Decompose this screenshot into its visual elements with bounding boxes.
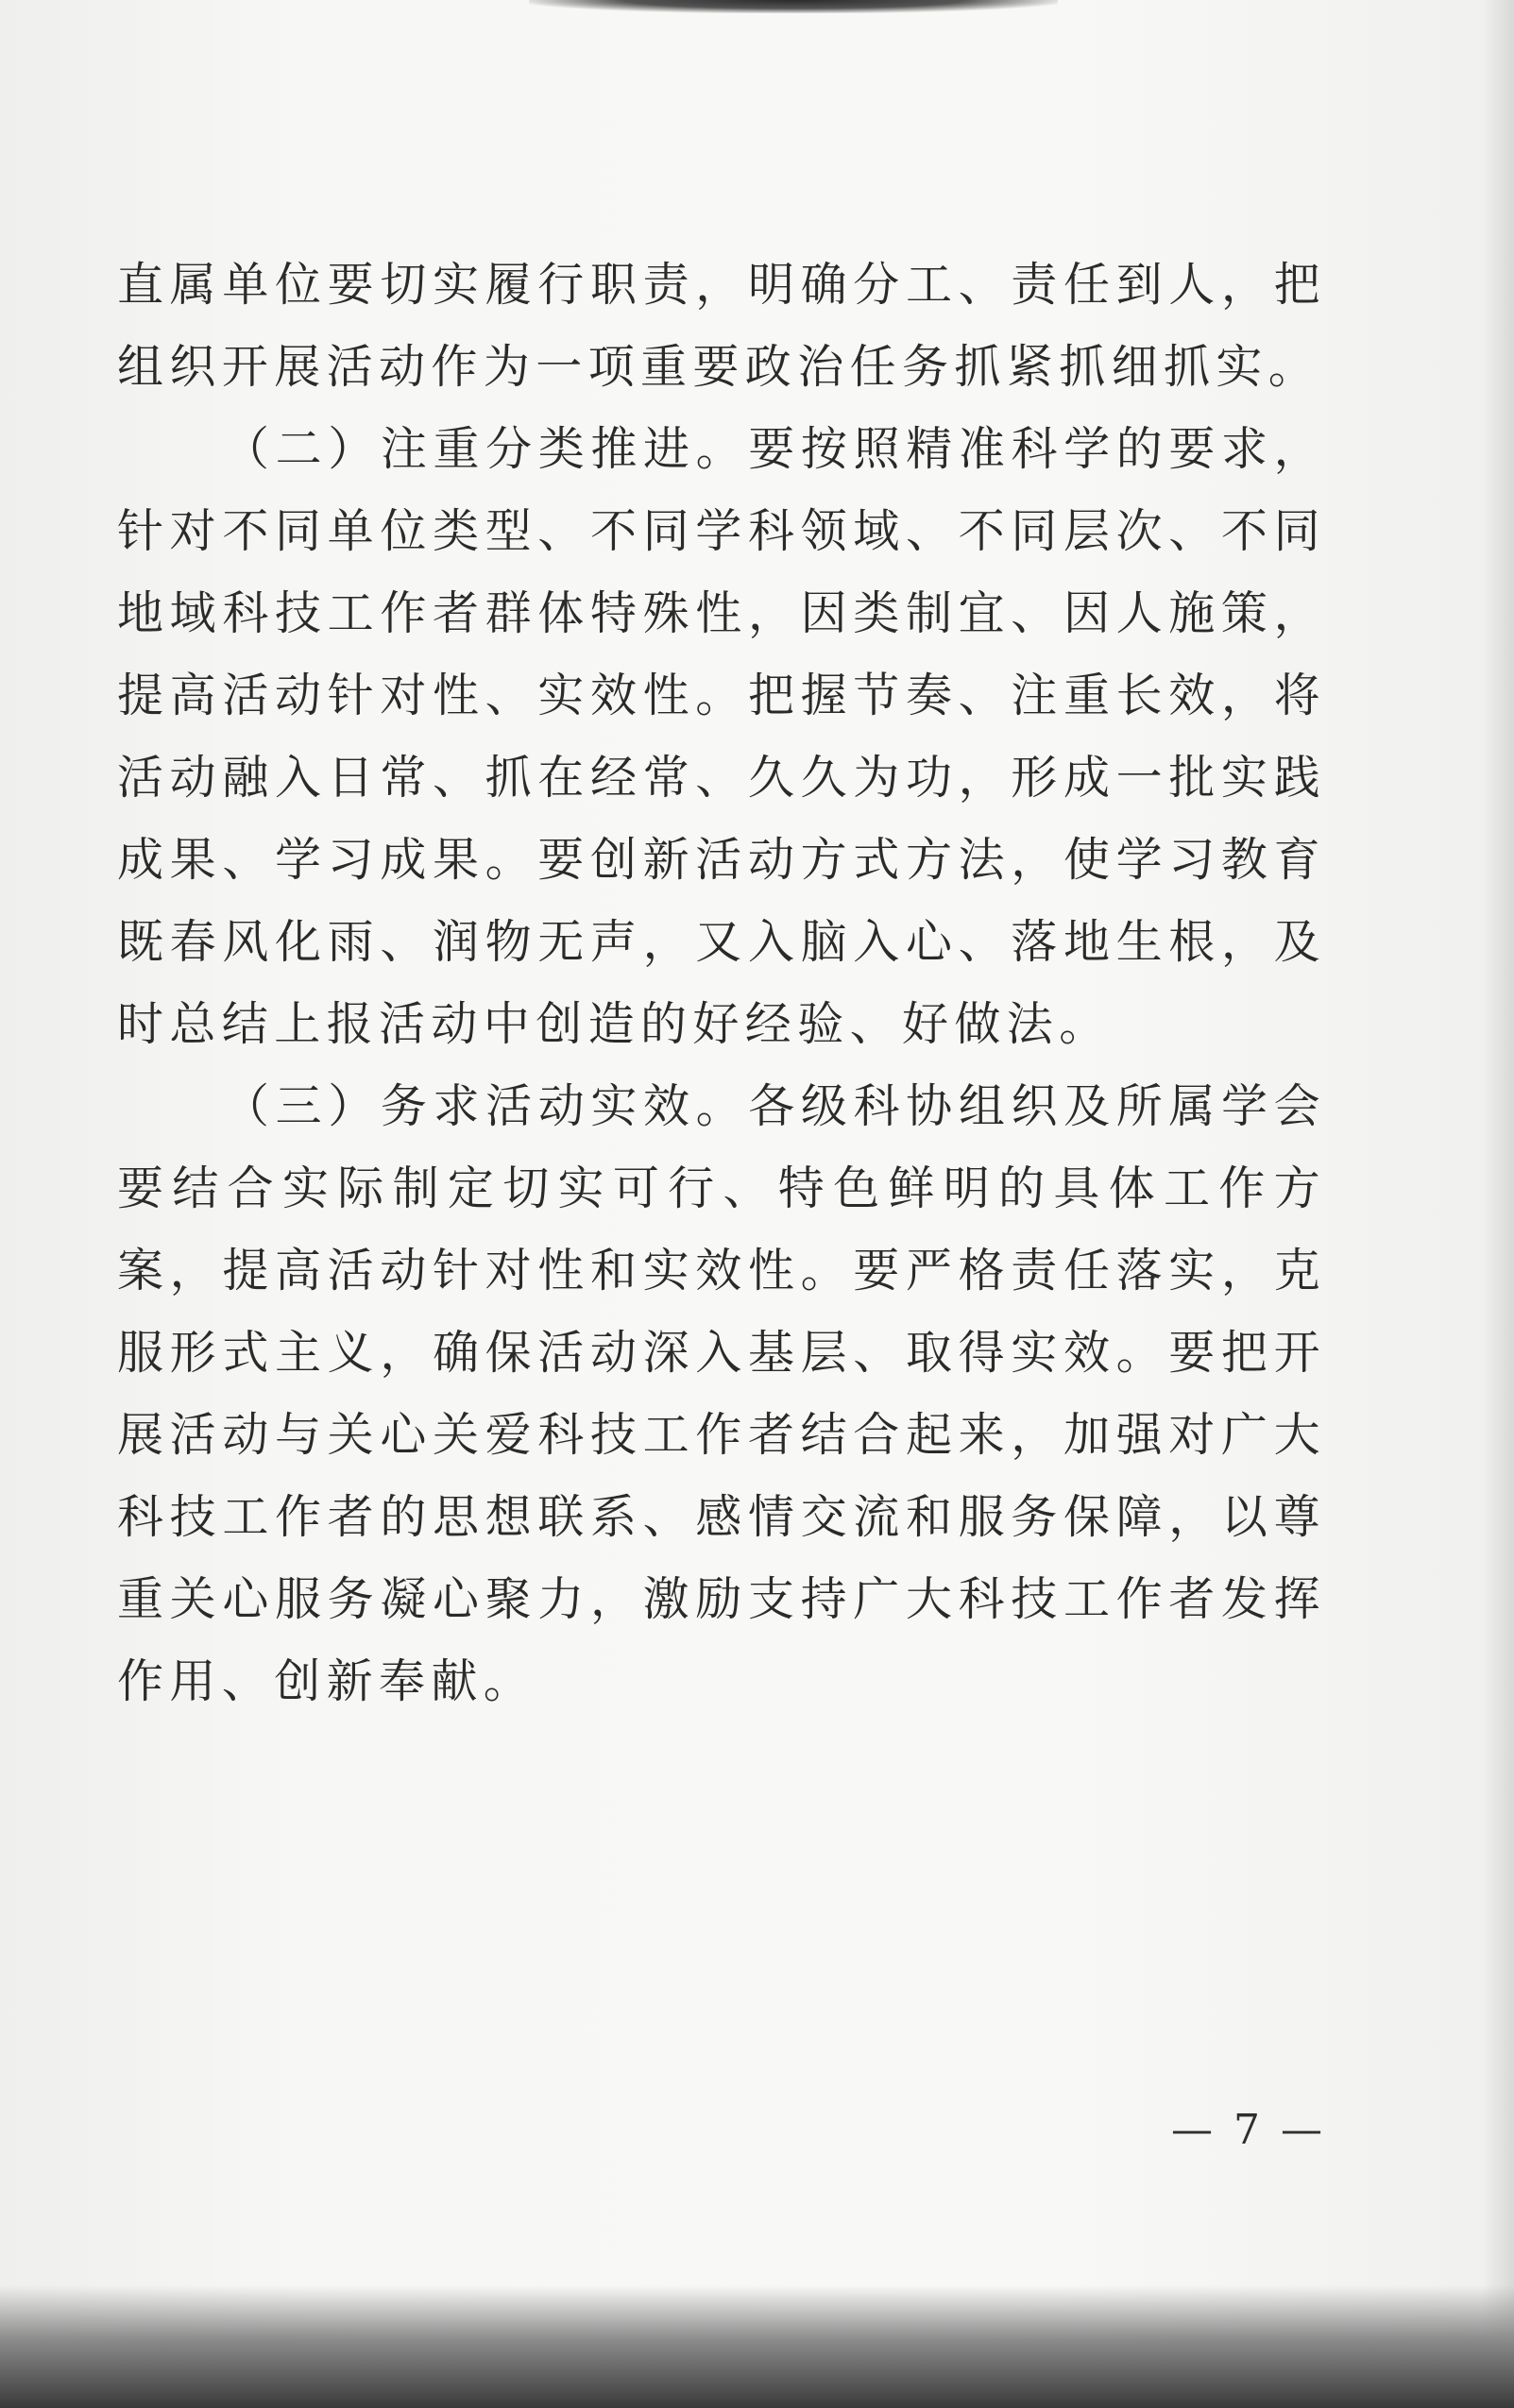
paragraph-section-two: （二）注重分类推进。要按照精准科学的要求，针对不同单位类型、不同学科领域、不同层次、不同地域科技工作者群体特殊性，因类制宜、因人施策，提高活动针对性、实效性。把握节奏、注重长效，将活动融入日常、抓在经常、久久为功，形成一批实践成果、学习成果。要创新活动方式方法，使学习教育既春风化雨、润物无声，又入脑入心、落地生根，及时总结上报活动中创造的好经验、好做法。 — [117, 422, 1326, 1051]
scan-edge-shadow-top — [529, 0, 1058, 13]
body-text — [117, 244, 1326, 1722]
paragraph-section-three: （三）务求活动实效。各级科协组织及所属学会要结合实际制定切实可行、特色鲜明的具体工作方案，提高活动针对性和实效性。要严格责任落实，克服形式主义，确保活动深入基层、取得实效。要把开展活动与关心关爱科技工作者结合起来，加强对广大科技工作者的思想联系、感情交流和服务保障，以尊重关心服务凝心聚力，激励支持广大科技工作者发挥作用、创新奉献。 — [117, 1079, 1326, 1708]
scan-edge-shadow-right — [1482, 0, 1514, 2408]
paragraph-continuation: 直属单位要切实履行职责，明确分工、责任到人，把组织开展活动作为一项重要政治任务抓紧抓细抓实。 — [117, 258, 1326, 394]
page-number: — 7 — — [1171, 2106, 1326, 2154]
scan-edge-shadow-bottom — [0, 2285, 1514, 2408]
